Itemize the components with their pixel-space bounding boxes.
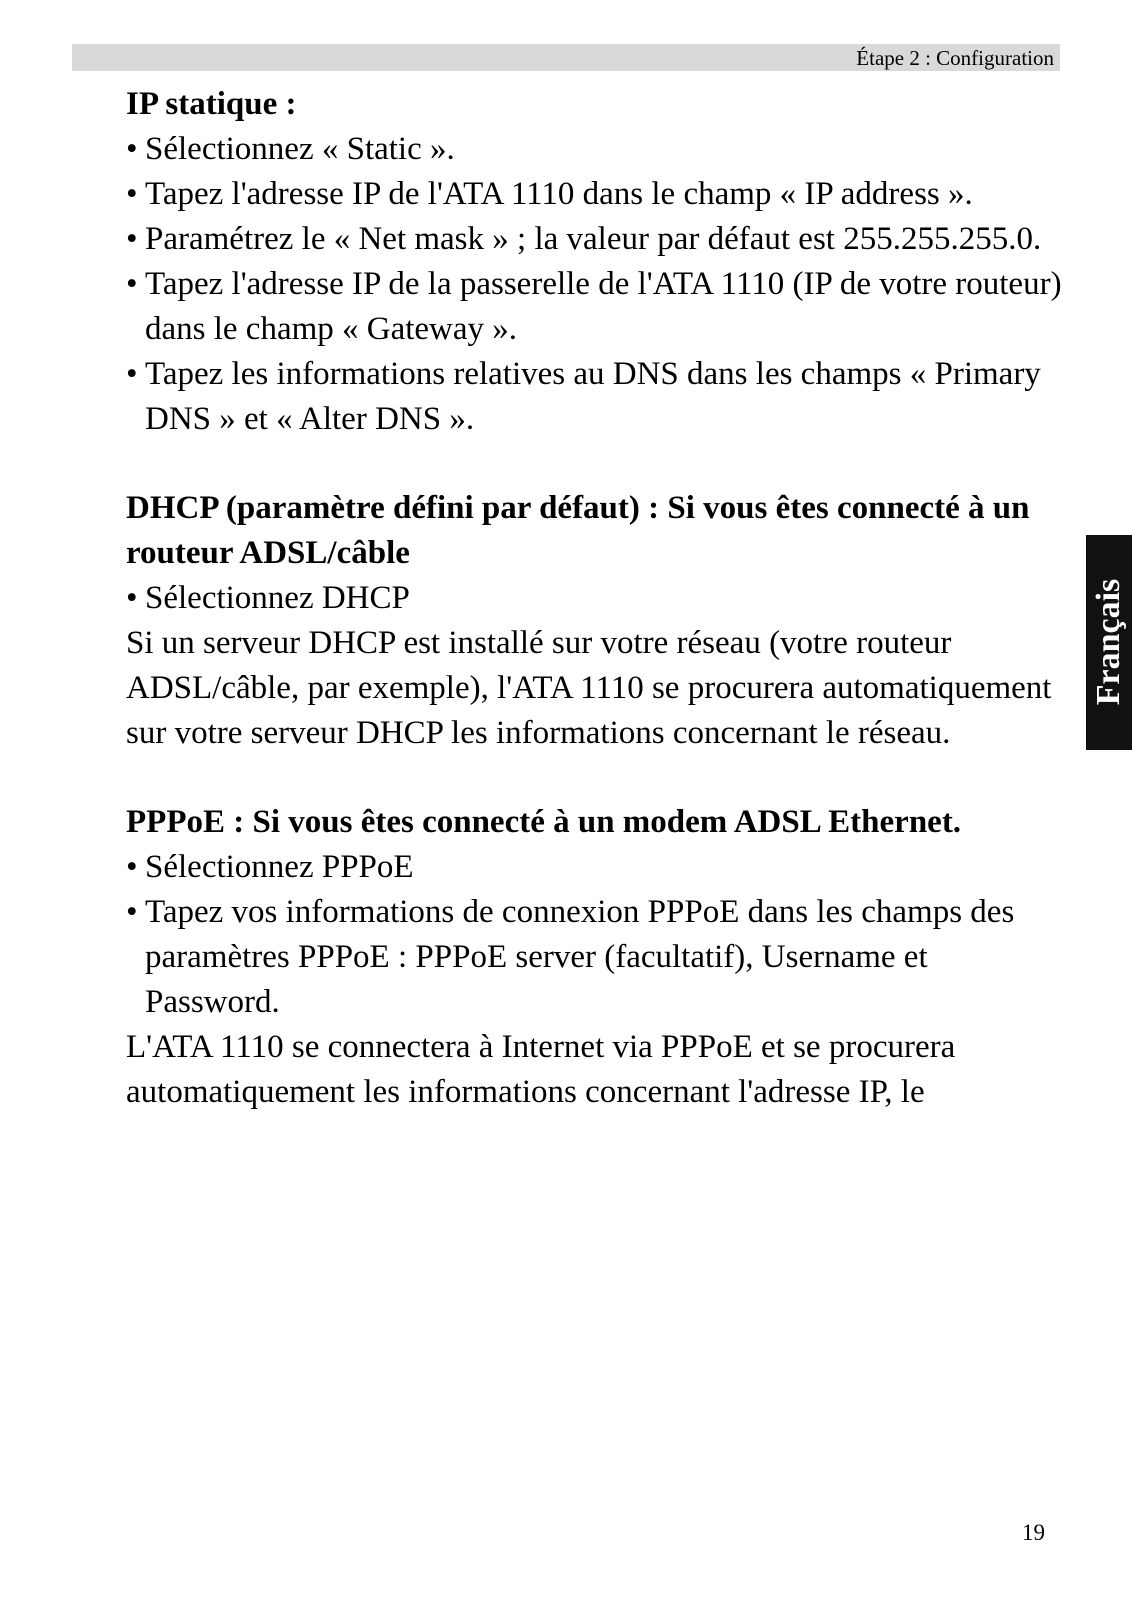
page-body: [126, 82, 1066, 1115]
static-ip-bullet-3: • Paramétrez le « Net mask » ; la valeur par défaut est 255.255.255.0.: [126, 217, 1066, 262]
section-spacer: [126, 756, 1066, 800]
dhcp-paragraph: Si un serveur DHCP est installé sur votre réseau (votre routeur ADSL/câble, par exemple), l'ATA 1110 se procurera automatiquement sur votre serveur DHCP les informations concernant le réseau.: [126, 625, 1052, 751]
page-number: 19: [1022, 1520, 1045, 1545]
static-ip-bullet-2: • Tapez l'adresse IP de l'ATA 1110 dans le champ « IP address ».: [126, 172, 1066, 217]
header-title: Étape 2 : Configuration: [856, 46, 1054, 70]
dhcp-heading: DHCP (paramètre défini par défaut) : Si vous êtes connecté à un routeur ADSL/câble: [126, 490, 1030, 571]
pppoe-bullet-1: • Sélectionnez PPPoE: [126, 845, 1066, 890]
running-header: [72, 44, 1060, 71]
static-ip-section: [126, 82, 1066, 442]
pppoe-heading: PPPoE : Si vous êtes connecté à un modem ADSL Ethernet.: [126, 804, 962, 840]
static-ip-bullet-1: • Sélectionnez « Static ».: [126, 127, 1066, 172]
static-ip-bullet-4: • Tapez l'adresse IP de la passerelle de l'ATA 1110 (IP de votre routeur) dans le champ « Gateway ».: [126, 262, 1066, 352]
static-ip-heading: IP statique :: [126, 86, 297, 122]
section-spacer: [126, 442, 1066, 486]
language-tab-label: Français: [1090, 578, 1127, 706]
pppoe-section: [126, 800, 1066, 1115]
dhcp-section: [126, 486, 1066, 756]
pppoe-paragraph: L'ATA 1110 se connectera à Internet via PPPoE et se procurera automatiquement les informations concernant l'adresse IP, le: [126, 1029, 956, 1110]
dhcp-bullet-1: • Sélectionnez DHCP: [126, 576, 1066, 621]
language-tab: [1086, 535, 1132, 750]
static-ip-bullet-5: • Tapez les informations relatives au DNS dans les champs « Primary DNS » et « Alter DNS ».: [126, 352, 1066, 442]
pppoe-bullet-2: • Tapez vos informations de connexion PPPoE dans les champs des paramètres PPPoE : PPPoE server (facultatif), Username et Password.: [126, 890, 1066, 1025]
